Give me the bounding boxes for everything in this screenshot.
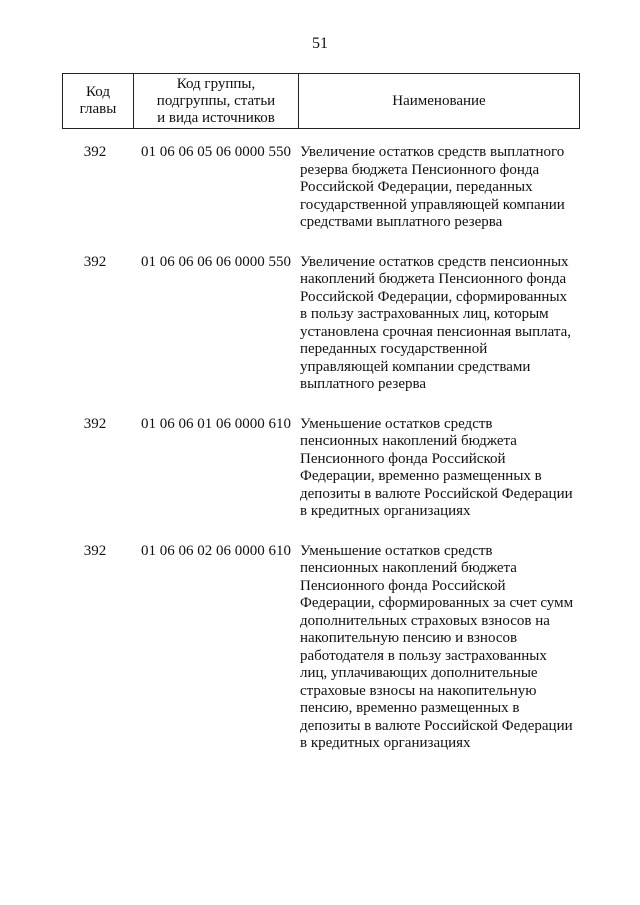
name-cell: Уменьшение остатков средств пенсионных накоплений бюджета Пенсионного фонда Российской Федерации, сформированных за счет сумм дополнительных страховых взносов на накопительную пенсию и взносов работодателя в пользу застрахованных лиц, уплачивающих дополнительные страховые взносы на накопительную пенсию, временно размещенных в депозиты в валюте Российской Федерации в кредитных организациях <box>300 542 574 751</box>
chapter-code-cell: 392 <box>83 144 107 160</box>
header-name: Наименование <box>299 74 580 129</box>
table-row <box>0 144 640 232</box>
source-code-cell: 01 06 06 06 06 0000 550 <box>141 253 291 270</box>
header-group-code: Код группы, подгруппы, статьи и вида источников <box>134 74 299 129</box>
source-code-cell: 01 06 06 05 06 0000 550 <box>141 144 291 160</box>
page-number: 51 <box>312 35 328 52</box>
table-row <box>0 543 640 753</box>
source-code-cell: 01 06 06 01 06 0000 610 <box>141 415 291 432</box>
header-chapter-code: Код главы <box>63 74 134 129</box>
source-code-cell: 01 06 06 02 06 0000 610 <box>141 542 291 559</box>
table-row <box>0 254 640 394</box>
name-cell: Увеличение остатков средств выплатного резерва бюджета Пенсионного фонда Российской Федерации, переданных государственной управляющей компании средствами выплатного резерва <box>300 144 565 230</box>
table-body <box>0 144 640 775</box>
chapter-code-cell: 392 <box>83 542 107 559</box>
name-cell: Уменьшение остатков средств пенсионных накоплений бюджета Пенсионного фонда Российской Федерации, временно размещенных в депозиты в валюте Российской Федерации в кредитных организациях <box>300 415 573 519</box>
chapter-code-cell: 392 <box>83 253 107 270</box>
table-header <box>62 73 580 129</box>
table-row <box>0 416 640 521</box>
chapter-code-cell: 392 <box>83 415 107 432</box>
name-cell: Увеличение остатков средств пенсионных накоплений бюджета Пенсионного фонда Российской Федерации, сформированных в пользу застрахованных лиц, которым установлена срочная пенсионная выплата, переданных государственной управляющей компании средствами выплатного резерва <box>300 253 572 392</box>
